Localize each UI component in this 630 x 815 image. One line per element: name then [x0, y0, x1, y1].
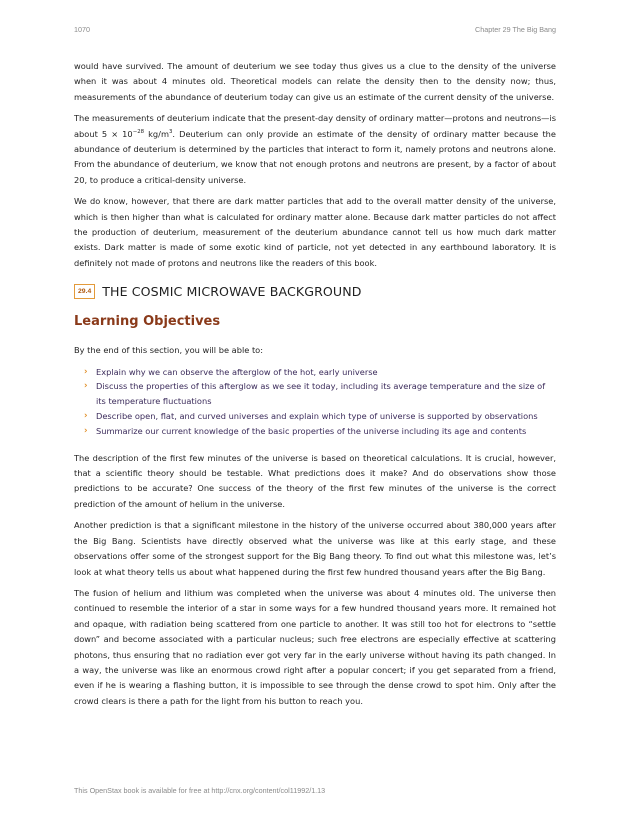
- superscript-exponent: 3: [168, 128, 173, 135]
- objectives-list: [74, 365, 556, 439]
- chevron-right-icon: ›: [84, 381, 88, 392]
- paragraph: would have survived. The amount of deuterium we see today thus gives us a clue to the density of the universe when it was about 4 minutes old. Theoretical models can relate the density then to the density now; thus, measurements of the abundance of deuterium today can give us an estimate of the current density of the universe.: [74, 61, 556, 102]
- paragraph-deuterium-density: [74, 111, 556, 188]
- chevron-right-icon: ›: [84, 366, 88, 377]
- page-number: 1070: [74, 25, 90, 34]
- chevron-right-icon: ›: [84, 411, 88, 422]
- paragraph: The fusion of helium and lithium was completed when the universe was about 4 minutes old. The universe then continued to resemble the interior of a star in some ways for a few hundred thousand years more. It remained hot and opaque, with radiation being scattered from one particle to another. It was still too hot for electrons to “settle down” and become associated with a particular nucleus; such free electrons are especially effective at scattering photons, thus ensuring that no radiation ever got very far in the early universe without having its path changed. In a way, the universe was like an enormous crowd right after a popular concert; if you get separated from a friend, even if he is wearing a flashing button, it is impossible to see through the dense crowd to spot him. Only after the crowd clears is there a path for the light from his button to reach you.: [74, 587, 556, 706]
- section-heading: [74, 281, 556, 301]
- objective-item: [84, 379, 556, 409]
- objective-text: Summarize our current knowledge of the basic properties of the universe including its age and contents: [96, 425, 527, 436]
- objective-item: [84, 409, 556, 424]
- section-title: THE COSMIC MICROWAVE BACKGROUND: [102, 283, 362, 299]
- paragraph: Another prediction is that a significant milestone in the history of the universe occurred about 380,000 years after the Big Bang. Scientists have directly observed what the universe was like at this early stage, and these observations offer some of the strongest support for the Big Bang theory. To find out what this milestone was, let’s look at what theory tells us about what happened during the first few hundred thousand years after the Big Bang.: [74, 520, 556, 577]
- objective-text: Explain why we can observe the afterglow of the hot, early universe: [96, 366, 378, 377]
- chapter-title: Chapter 29 The Big Bang: [475, 25, 556, 34]
- objective-text: Describe open, flat, and curved universes and explain which type of universe is supported by observations: [96, 411, 538, 422]
- section-number-badge: 29.4: [74, 284, 95, 299]
- chevron-right-icon: ›: [84, 425, 88, 436]
- learning-objectives-intro: By the end of this section, you will be able to:: [74, 345, 264, 356]
- objective-text: Discuss the properties of this afterglow as we see it today, including its average temperature and the size of its temperature fluctuations: [96, 381, 546, 407]
- running-header: [74, 25, 556, 37]
- objective-item: [84, 424, 556, 439]
- page-content: [74, 59, 556, 715]
- paragraph: We do know, however, that there are dark matter particles that add to the overall matter density of the universe, which is then higher than what is calculated for ordinary matter alone. Because dark matter particles do not affect the production of deuterium, measurement of the deuterium abundance cannot tell us how much dark matter exists. Dark matter is made of some exotic kind of particle, not yet detected in any earthbound laboratory. It is definitely not made of protons and neutrons like the readers of this book.: [74, 196, 556, 268]
- page-footer: This OpenStax book is available for free at http://cnx.org/content/col11992/1.13: [74, 786, 326, 795]
- text-run: kg/m: [144, 128, 169, 139]
- objective-item: [84, 365, 556, 380]
- paragraph: The description of the first few minutes of the universe is based on theoretical calculations. It is crucial, however, that a scientific theory should be testable. What predictions does it make? And do observations show those predictions to be accurate? One success of the theory of the first few minutes of the universe is the correct prediction of the amount of helium in the universe.: [74, 452, 556, 509]
- text-run: . Deuterium can only provide an estimate of the density of ordinary matter because the abundance of deuterium is determined by the particles that interact to form it, namely protons and neutrons alone. From the abundance of deuterium, we know that not enough protons and neutrons are present, by a factor of about 20, to produce a critical-density universe.: [74, 128, 556, 185]
- superscript-exponent: −28: [132, 128, 145, 135]
- learning-objectives-heading: Learning Objectives: [74, 314, 221, 330]
- text-run: The measurements of deuterium indicate that the present-day density of ordinary matter—protons and neutrons—is about 5 × 10: [74, 113, 556, 139]
